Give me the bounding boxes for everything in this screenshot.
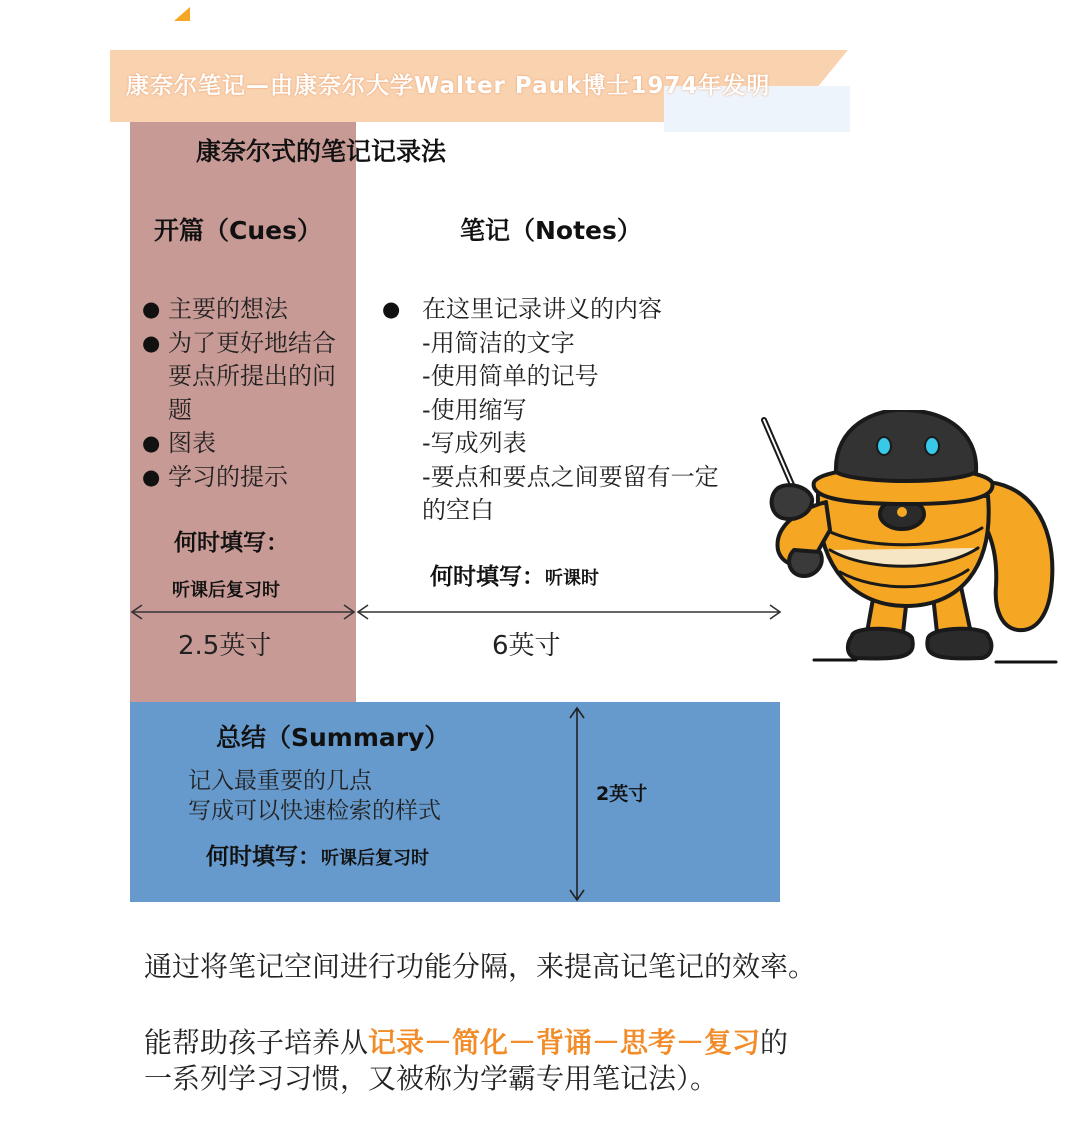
notes-line: -用简洁的文字 — [422, 328, 575, 357]
cues-width-label: 2.5英寸 — [178, 631, 272, 661]
vertical-arrow-icon — [566, 706, 588, 902]
cues-heading: 开篇（Cues） — [154, 216, 322, 245]
notes-list — [380, 293, 760, 528]
summary-line: 写成可以快速检索的样式 — [188, 798, 441, 824]
cues-when-value: 听课后复习时 — [172, 580, 280, 601]
horizontal-arrow-icon — [130, 600, 782, 624]
corner-triangle-icon — [174, 7, 190, 21]
summary-line: 记入最重要的几点 — [188, 768, 372, 794]
notes-line: -使用缩写 — [422, 395, 527, 424]
notes-when — [430, 558, 599, 591]
bottom-line-2-prefix: 能帮助孩子培养从 — [144, 1026, 369, 1059]
summary-when — [206, 838, 429, 871]
summary-heading: 总结（Summary） — [216, 723, 450, 752]
notes-line: -要点和要点之间要留有一定的空白 — [422, 462, 719, 524]
notes-width-label: 6英寸 — [492, 631, 561, 661]
habit-chain-highlight: 记录－简化－背诵－思考－复习 — [368, 1026, 761, 1059]
bottom-line-3: 一系列学习习惯，又被称为学霸专用笔记法）。 — [144, 1062, 719, 1095]
banner-title: 康奈尔笔记—由康奈尔大学Walter Pauk博士1974年发明 — [126, 73, 771, 99]
robot-mascot-icon — [756, 410, 1066, 672]
bottom-line-1: 通过将笔记空间进行功能分隔，来提高记笔记的效率。 — [144, 950, 817, 983]
summary-when-label: 何时填写： — [206, 844, 321, 870]
bottom-line-2-suffix: 的 — [760, 1026, 789, 1059]
cues-when-label: 何时填写： — [174, 530, 289, 556]
main-title: 康奈尔式的笔记记录法 — [196, 137, 447, 166]
notes-when-value: 听课时 — [545, 568, 599, 589]
bottom-line-2 — [144, 1026, 788, 1060]
summary-when-value: 听课后复习时 — [321, 848, 429, 869]
notes-heading: 笔记（Notes） — [460, 216, 642, 245]
summary-height-label: 2英寸 — [596, 783, 648, 805]
notes-line: -写成列表 — [422, 429, 527, 457]
cues-item: ● 为了更好地结合要点所提出的问题 — [142, 327, 338, 428]
cues-item: ● 图表 — [142, 427, 352, 461]
cues-list — [142, 293, 352, 494]
notes-when-label: 何时填写： — [430, 564, 545, 590]
cues-item: ● 主要的想法 — [142, 293, 352, 327]
notes-line: ● 在这里记录讲义的内容 — [380, 293, 760, 327]
notes-line: -使用简单的记号 — [422, 362, 599, 390]
cues-item: ● 学习的提示 — [142, 461, 352, 495]
